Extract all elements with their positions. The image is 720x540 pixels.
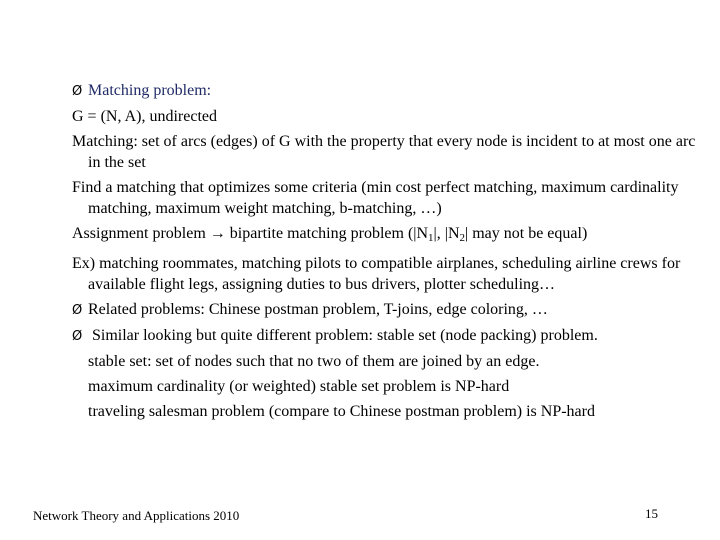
matching-heading (72, 80, 702, 102)
arrow-bullet-icon: Ø (72, 84, 83, 99)
assignment-mid: bipartite matching problem (|N (225, 225, 429, 242)
related-problems-line (72, 299, 702, 321)
page-number: 15 (645, 506, 658, 521)
assignment-suffix: | may not be equal) (465, 225, 588, 242)
heading-text: Matching problem: (88, 82, 212, 99)
subscript-1: 1 (428, 232, 434, 244)
footer-text: Network Theory and Applications 2010 (33, 508, 240, 523)
stable-set-np-hard: maximum cardinality (or weighted) stable set problem is NP-hard (88, 378, 510, 395)
slide-body (72, 80, 702, 426)
examples-text: Ex) matching roommates, matching pilots to compatible airplanes, scheduling airline crews for available flight legs, assigning duties to bus drivers, plotter scheduling… (72, 255, 681, 293)
tsp-np-hard: traveling salesman problem (compare to Chinese postman problem) is NP-hard (88, 403, 595, 420)
subscript-2: 2 (459, 232, 465, 244)
assignment-prefix: Assignment problem (72, 225, 210, 242)
find-matching-text: Find a matching that optimizes some criteria (min cost perfect matching, maximum cardinality matching, maximum weight matching, b-matching, …) (72, 179, 679, 217)
related-problems-text: Related problems: Chinese postman problem, T-joins, edge coloring, … (88, 301, 548, 318)
graph-definition: G = (N, A), undirected (72, 108, 217, 125)
arrow-bullet-icon: Ø (72, 303, 83, 318)
assignment-problem-line (72, 223, 702, 249)
right-arrow-icon: → (209, 225, 226, 242)
assignment-sep: |, |N (433, 225, 460, 242)
similar-problem-text: Similar looking but quite different problem: stable set (node packing) problem. (88, 327, 598, 344)
arrow-bullet-icon: Ø (72, 329, 83, 344)
similar-problem-line (72, 325, 702, 347)
matching-definition: Matching: set of arcs (edges) of G with the property that every node is incident to at most one arc in the set (72, 133, 696, 171)
stable-set-definition: stable set: set of nodes such that no two of them are joined by an edge. (88, 353, 540, 370)
